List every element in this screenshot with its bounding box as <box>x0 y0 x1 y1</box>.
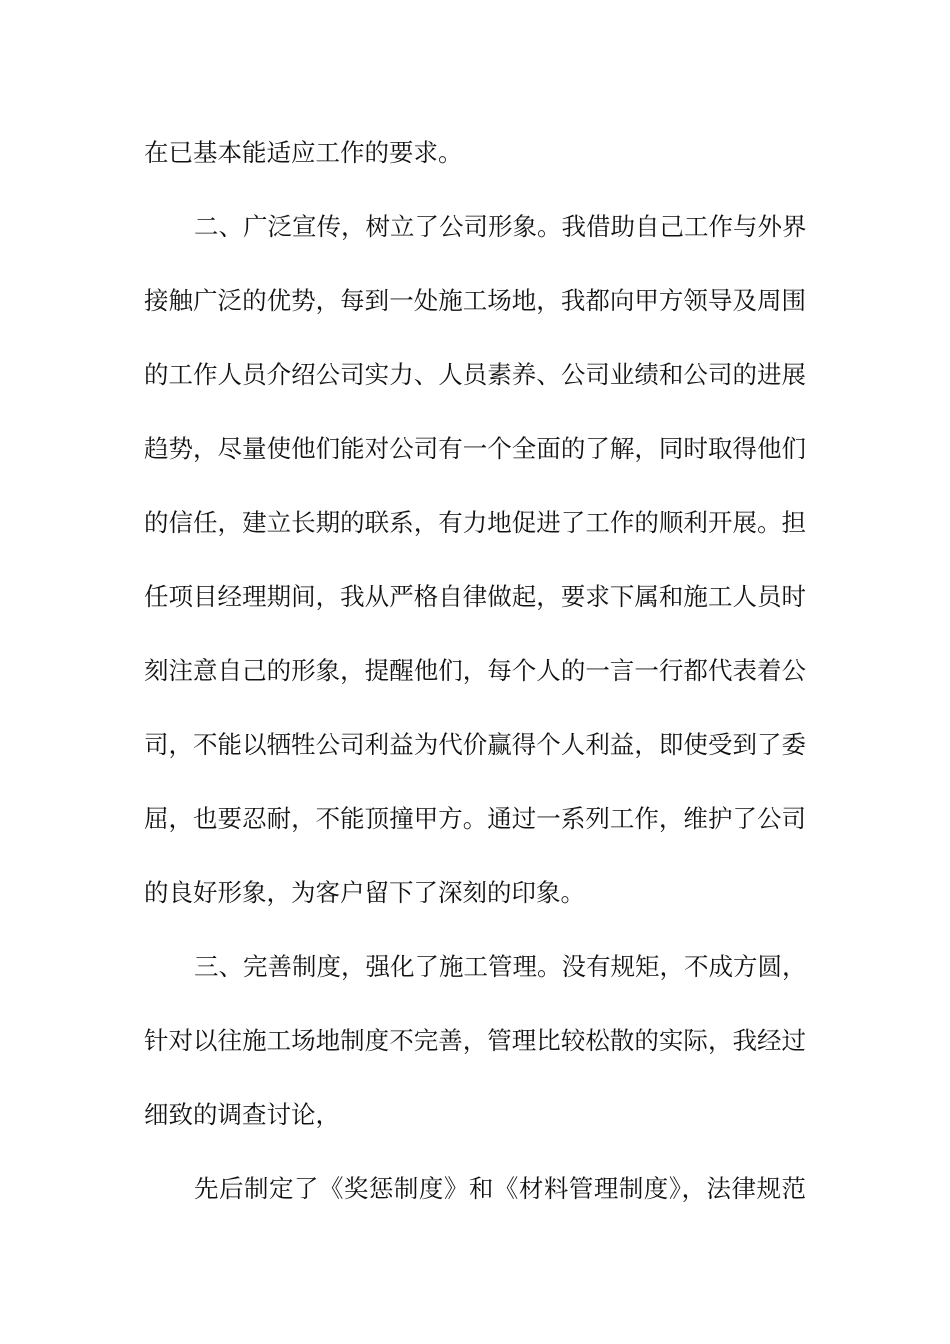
paragraph-start-line: 三、完善制度，强化了施工管理。没有规矩，不成方圆， <box>194 952 807 981</box>
paragraph-start-line: 先后制定了《奖惩制度》和《材料管理制度》，法律规范 <box>194 1174 806 1203</box>
text-line: 屈，也要忍耐，不能顶撞甲方。通过一系列工作，维护了公司 <box>144 804 806 833</box>
paragraph-start-line: 二、广泛宣传，树立了公司形象。我借助自己工作与外界 <box>194 212 807 241</box>
text-line: 趋势，尽量使他们能对公司有一个全面的了解，同时取得他们 <box>144 434 806 463</box>
text-line: 的信任，建立长期的联系，有力地促进了工作的顺利开展。担 <box>144 508 806 537</box>
text-line: 司，不能以牺牲公司利益为代价赢得个人利益，即使受到了委 <box>144 730 806 759</box>
text-line: 接触广泛的优势，每到一处施工场地，我都向甲方领导及周围 <box>144 286 806 315</box>
text-line: 在已基本能适应工作的要求。 <box>144 138 463 167</box>
text-line: 刻注意自己的形象，提醒他们，每个人的一言一行都代表着公 <box>144 656 806 685</box>
text-line: 的工作人员介绍公司实力、人员素养、公司业绩和公司的进展 <box>144 360 806 389</box>
text-line: 针对以往施工场地制度不完善，管理比较松散的实际，我经过 <box>144 1026 806 1055</box>
text-line: 细致的调查讨论， <box>144 1100 340 1129</box>
text-line: 的良好形象，为客户留下了深刻的印象。 <box>144 878 585 907</box>
text-line: 任项目经理期间，我从严格自律做起，要求下属和施工人员时 <box>144 582 806 611</box>
